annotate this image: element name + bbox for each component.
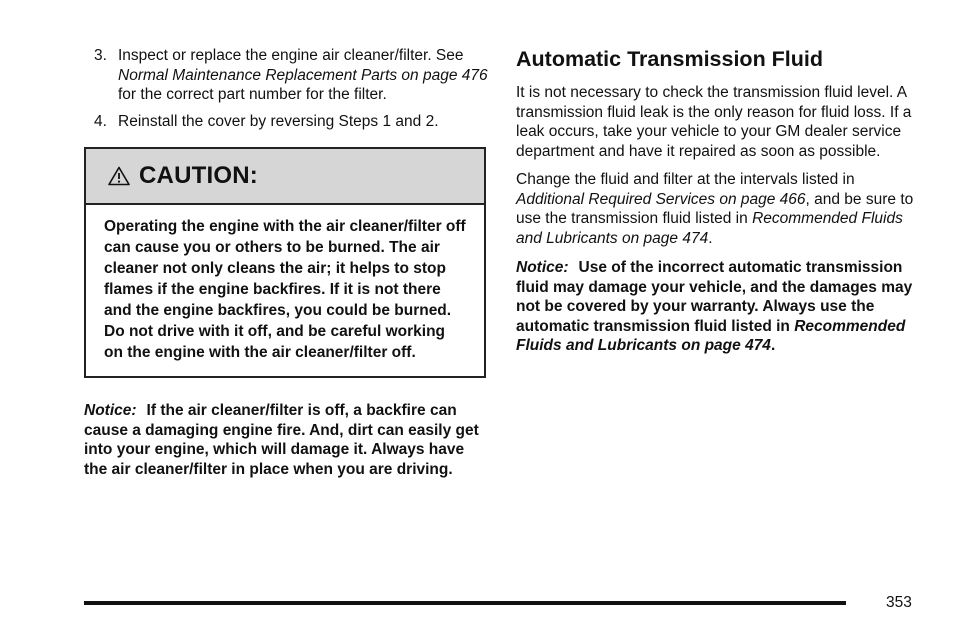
notice-label: Notice: — [516, 259, 569, 276]
caution-box — [84, 147, 486, 378]
step-4 — [84, 112, 488, 132]
right-column — [516, 46, 926, 356]
caution-title: CAUTION: — [139, 162, 258, 189]
cross-reference-link[interactable]: Recommended Fluids and Lubricants on page 474 — [516, 210, 903, 247]
step-text: Reinstall the cover by reversing Steps 1 and 2. — [118, 112, 439, 130]
step-number: 4. — [94, 112, 107, 130]
cross-reference-link[interactable]: Normal Maintenance Replacement Parts on page 476 — [118, 66, 488, 84]
notice-text: If the air cleaner/filter is off, a backfire can cause a damaging engine fire. And, dirt can easily get into your engine, which will damage it. Always have the air cleaner/filter in place when you are driving. — [84, 402, 479, 478]
cross-reference-link[interactable]: Recommended Fluids and Lubricants on page 474 — [516, 317, 906, 354]
footer-rule — [84, 601, 846, 605]
notice-text: Use of the incorrect automatic transmission fluid may damage your vehicle, and the damages may not be covered by your warranty. Always use the automatic transmission fluid listed in — [516, 259, 913, 335]
para-text: , and be sure to use the transmission fluid listed in — [516, 190, 914, 227]
para-text: . — [708, 229, 713, 247]
notice-paragraph — [84, 401, 488, 479]
step-text: Inspect or replace the engine air cleaner/filter. See — [118, 47, 464, 64]
para-text: Change the fluid and filter at the intervals listed in — [516, 171, 855, 188]
section-heading: Automatic Transmission Fluid — [516, 47, 824, 71]
warning-triangle-icon — [108, 166, 130, 186]
page-number: 353 — [886, 594, 912, 611]
left-column — [84, 46, 488, 479]
step-3 — [84, 46, 488, 105]
cross-reference-link[interactable]: Additional Required Services on page 466 — [516, 190, 806, 208]
step-number: 3. — [94, 47, 107, 64]
notice-text: . — [770, 337, 776, 354]
step-text: for the correct part number for the filter. — [118, 86, 387, 103]
caution-text: Operating the engine with the air cleaner/filter off can cause you or others to be burned. The air cleaner not only cleans the air; it helps to stop flames if the engine backfires. If it is not there and the engine backfires, you could be burned. Do not drive with it off, and be careful working on the engine with the air cleaner/filter off. — [104, 218, 466, 361]
notice-label: Notice: — [84, 402, 137, 419]
body-paragraph — [516, 170, 926, 248]
body-paragraph: It is not necessary to check the transmission fluid level. A transmission fluid leak is the only reason for fluid loss. If a leak occurs, take your vehicle to your GM dealer service department and have it repaired as soon as possible. — [516, 84, 912, 160]
caution-header — [86, 149, 484, 205]
notice-paragraph — [516, 258, 926, 356]
